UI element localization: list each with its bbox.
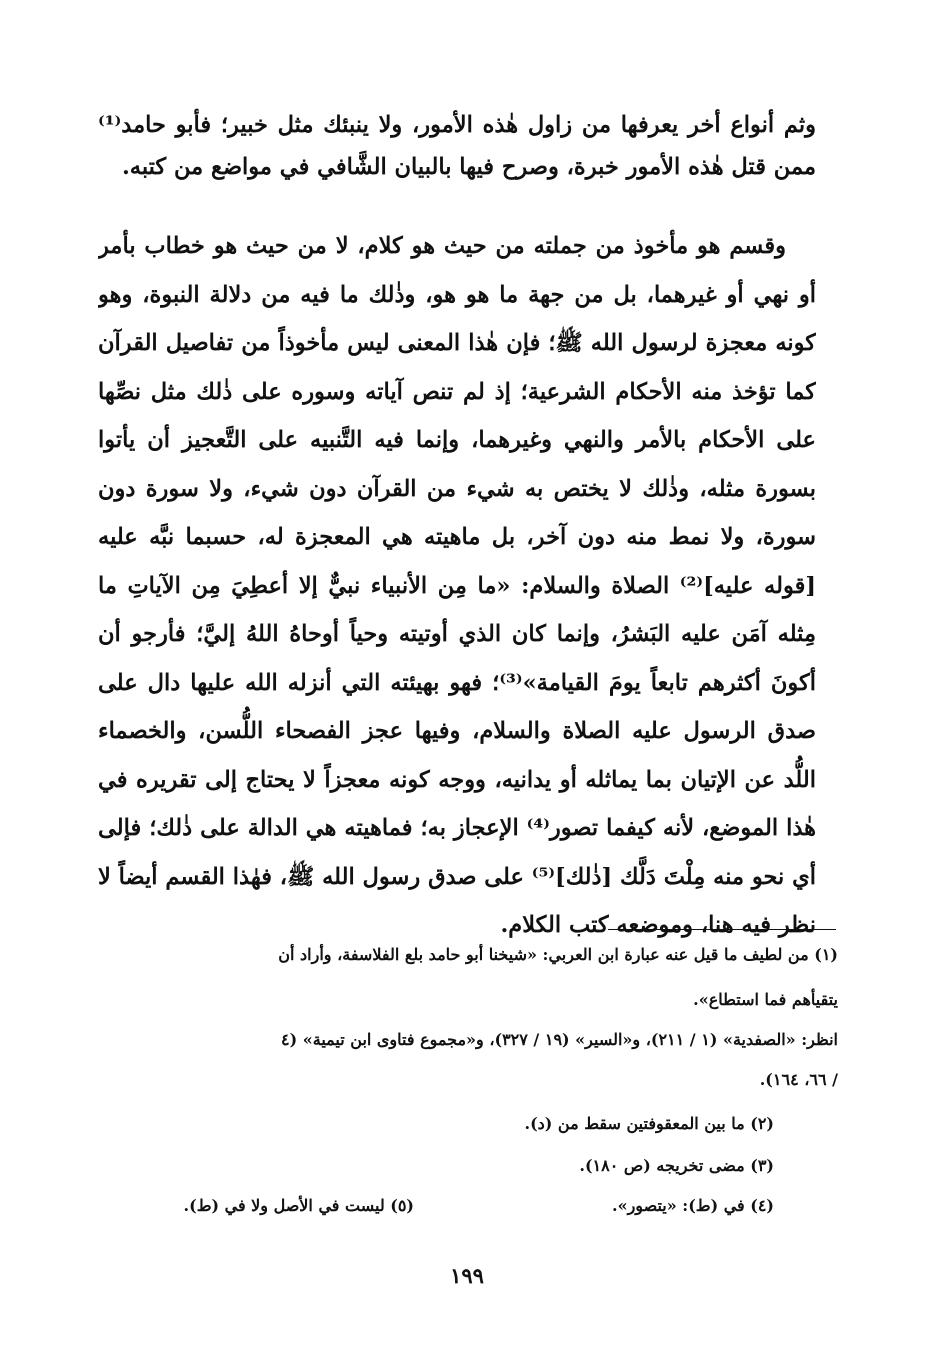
page-number: ١٩٩ xyxy=(450,1263,484,1288)
footnote-separator xyxy=(608,929,836,930)
footnote-1-line-3: انظر: «الصفدية» (١ / ٢١١)، و«السير» (١٩ / ٣٢٧)، و«مجموع فتاوى ابن تيمية» (٤ xyxy=(281,1030,838,1049)
paragraph-1: وثم أنواع أخر يعرفها من زاول هٰذه الأمور، ولا ينبئك مثل خبير؛ فأبو حامد⁽¹⁾ ممن قتل هٰذه الأمور خبرة، وصرح فيها بالبيان الشَّافي في مواضع من كتبه. xyxy=(98,112,816,180)
footnote-2: (٢) ما بين المعقوفتين سقط من (د). xyxy=(524,1114,774,1133)
footnote-1-line-1: (١) من لطيف ما قيل عنه عبارة ابن العربي: «شيخنا أبو حامد بلع الفلاسفة، وأراد أن xyxy=(278,945,838,964)
footnote-1-line-2: يتقيأهم فما استطاع». xyxy=(693,990,838,1009)
paragraph-2: وقسم هو مأخوذ من جملته من حيث هو كلام، لا من حيث هو خطاب بأمر أو نهي أو غيرهما، بل من جهة ما هو هو، وذٰلك ما فيه من دلالة النبوة، وهو كونه معجزة لرسول الله ﷺ؛ فإن هٰذا المعنى ليس مأخوذاً من تفاصيل القرآن كما تؤخذ منه الأحكام الشرعية؛ إذ لم تنص آياته وسوره على ذٰلك مثل نصِّها على الأحكام بالأمر والنهي وغيرهما، وإنما فيه التَّنبيه على التَّعجيز أن يأتوا بسورة مثله، وذٰلك لا يختص به شيء من القرآن دون شيء، ولا سورة دون سورة، ولا نمط منه دون آخر، بل ماهيته هي المعجزة له، حسبما نبَّه عليه [قوله عليه]⁽²⁾ الصلاة والسلام: «ما مِن الأنبياء نبيٌّ إلا أعطِيَ مِن الآياتِ ما مِثله آمَن عليه البَشرُ، وإنما كان الذي أوتيته وحياً أوحاهُ اللهُ إليَّ؛ فأرجو أن أكونَ أكثرهم تابعاً يومَ القيامة»⁽³⁾؛ فهو بهيئته التي أنزله الله عليها دال على صدق الرسول عليه الصلاة والسلام، وفيها عجز الفصحاء اللُّسن، والخصماء اللُّد عن الإتيان بما يماثله أو يدانيه، ووجه كونه معجزاً لا يحتاج إلى تقريره في هٰذا الموضع، لأنه كيفما تصور⁽⁴⁾ الإعجاز به؛ فماهيته هي الدالة على ذٰلك؛ فإلى أي نحو منه مِلْتَ دَلَّك [ذٰلك]⁽⁵⁾ على صدق رسول الله ﷺ، فهٰذا القسم أيضاً لا نظر فيه هنا، وموضعه كتب الكلام. xyxy=(98,233,816,938)
footnote-3: (٣) مضى تخريجه (ص ١٨٠). xyxy=(579,1156,774,1175)
footnote-4: (٤) في (ط): «يتصور». xyxy=(612,1196,774,1215)
footnote-1-line-4: / ٦٦، ١٦٤). xyxy=(759,1070,838,1089)
footnote-5: (٥) ليست في الأصل ولا في (ط). xyxy=(183,1196,414,1215)
